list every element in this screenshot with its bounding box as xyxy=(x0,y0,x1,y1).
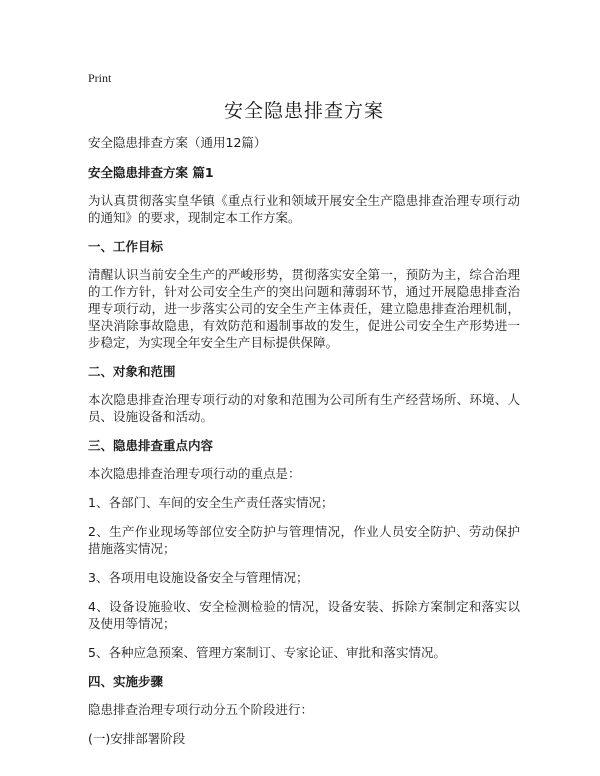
key-content-item-5: 5、各种应急预案、管理方案制订、专家论证、审批和落实情况。 xyxy=(88,645,446,660)
key-content-item-1: 1、各部门、车间的安全生产责任落实情况； xyxy=(88,495,334,510)
section-heading-steps: 四、实施步骤 xyxy=(88,674,164,689)
steps-phase-1: (一)安排部署阶段 xyxy=(88,731,186,746)
section-heading-key-content: 三、隐患排查重点内容 xyxy=(88,438,214,453)
key-content-item-3: 3、各项用电设施设备安全与管理情况； xyxy=(88,570,309,585)
steps-intro: 隐患排查治理专项行动分五个阶段进行： xyxy=(88,702,314,717)
section-heading-goals: 一、工作目标 xyxy=(88,239,164,254)
scope-paragraph: 本次隐患排查治理专项行动的对象和范围为公司所有生产经营场所、环境、人员、设施设备和活动。 xyxy=(88,392,520,424)
goals-paragraph: 清醒认识当前安全生产的严峻形势，贯彻落实安全第一，预防为主，综合治理的工作方针，针对公司安全生产的突出问题和薄弱环节，通过开展隐患排查治理专项行动，进一步落实公司的安全生产主体责任，建立隐患排查治理机制，坚决消除事故隐患，有效防范和遏制事故的发生，促进公司安全生产形势进一步稳定，为实现全年安全生产目标提供保障。 xyxy=(88,267,520,350)
document-page xyxy=(88,70,520,759)
key-content-item-4: 4、设备设施验收、安全检测检验的情况，设备安装、拆除方案制定和落实以及使用等情况； xyxy=(88,599,520,631)
section-heading-scope: 二、对象和范围 xyxy=(88,364,176,379)
key-content-intro: 本次隐患排查治理专项行动的重点是： xyxy=(88,466,301,481)
document-title: 安全隐患排查方案 xyxy=(223,100,384,122)
document-subtitle: 安全隐患排查方案（通用12篇） xyxy=(88,135,267,150)
key-content-item-2: 2、生产作业现场等部位安全防护与管理情况，作业人员安全防护、劳动保护措施落实情况； xyxy=(88,524,520,556)
intro-paragraph: 为认真贯彻落实皇华镇《重点行业和领域开展安全生产隐患排查治理专项行动的通知》的要求，现制定本工作方案。 xyxy=(88,193,520,225)
article-heading: 安全隐患排查方案 篇1 xyxy=(88,165,214,180)
print-label: Print xyxy=(88,71,112,85)
